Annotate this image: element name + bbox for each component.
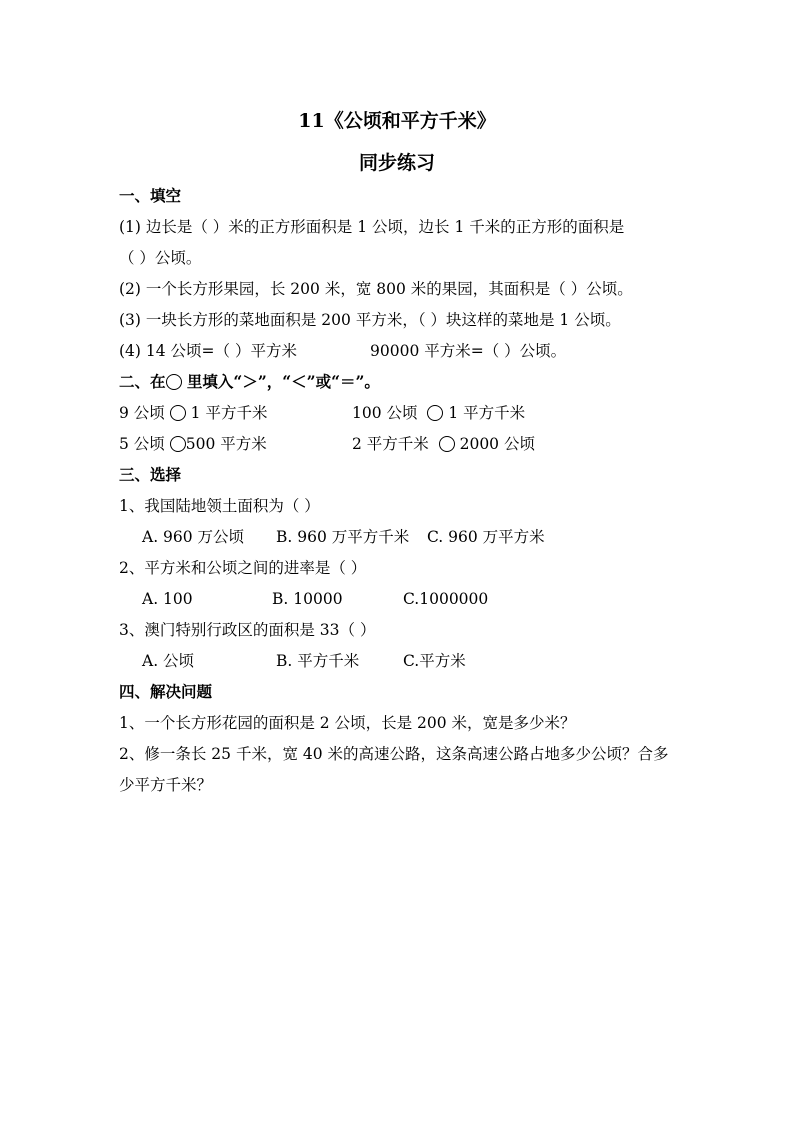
compare-left: 9 公顷 — [119, 404, 165, 422]
choice-option-c[interactable]: C.平方米 — [403, 652, 466, 670]
problem-1: 1、一个长方形花园的面积是 2 公顷，长是 200 米，宽是多少米？ — [119, 714, 576, 732]
compare-right: 1 平方千米 — [190, 404, 268, 422]
question-1-4b: 90000 平方米=（ ）公顷。 — [370, 342, 567, 360]
choice-option-a[interactable]: A. 公顷 — [142, 652, 195, 670]
answer-circle-icon[interactable] — [439, 436, 455, 452]
choice-option-c[interactable]: C.1000000 — [403, 590, 489, 608]
choice-option-b[interactable]: B. 10000 — [272, 590, 343, 608]
compare-item-3 — [119, 434, 267, 454]
choice-option-a[interactable]: A. 100 — [142, 590, 193, 608]
compare-left: 100 公顷 — [352, 404, 418, 422]
compare-right: 500 平方米 — [185, 435, 267, 453]
compare-item-4 — [352, 434, 535, 454]
page-title: 11《公顷和平方千米》 — [298, 110, 496, 132]
answer-circle-icon[interactable] — [427, 405, 443, 421]
circle-icon — [166, 374, 182, 390]
question-1-4a: (4) 14 公顷=（ ）平方米 — [119, 342, 297, 360]
choice-question-3: 3、澳门特别行政区的面积是 33（ ） — [119, 621, 376, 639]
question-1-3: (3) 一块长方形的菜地面积是 200 平方米，（ ）块这样的菜地是 1 公顷。 — [119, 311, 621, 329]
section1-heading: 一、填空 — [119, 186, 182, 205]
compare-right: 2000 公顷 — [459, 435, 535, 453]
section3-heading: 三、选择 — [119, 465, 182, 484]
problem-2-line2: 少平方千米？ — [119, 776, 213, 794]
choice-question-2: 2、平方米和公顷之间的进率是（ ） — [119, 559, 367, 577]
compare-item-1 — [119, 403, 267, 423]
choice-option-a[interactable]: A. 960 万公顷 — [142, 528, 245, 546]
section2-heading-pre: 二、在 — [119, 372, 166, 391]
compare-left: 2 平方千米 — [352, 435, 429, 453]
section2-heading — [119, 372, 380, 392]
compare-left: 5 公顷 — [119, 435, 165, 453]
compare-right: 1 平方千米 — [448, 404, 526, 422]
section2-heading-post: 里填入“＞”，“＜”或“＝”。 — [181, 372, 380, 391]
choice-option-b[interactable]: B. 平方千米 — [276, 652, 360, 670]
choice-option-c[interactable]: C. 960 万平方米 — [427, 528, 545, 546]
question-1-1-line1: (1) 边长是（ ）米的正方形面积是 1 公顷，边长 1 千米的正方形的面积是 — [119, 218, 625, 236]
section4-heading: 四、解决问题 — [119, 682, 213, 701]
choice-question-1: 1、我国陆地领土面积为（ ） — [119, 497, 320, 515]
answer-circle-icon[interactable] — [170, 436, 186, 452]
compare-item-2 — [352, 403, 525, 423]
question-1-1-line2: （ ）公顷。 — [119, 249, 202, 267]
question-1-2: (2) 一个长方形果园，长 200 米，宽 800 米的果园，其面积是（ ）公顷。 — [119, 280, 633, 298]
page-subtitle: 同步练习 — [358, 152, 435, 174]
choice-option-b[interactable]: B. 960 万平方千米 — [276, 528, 410, 546]
answer-circle-icon[interactable] — [170, 405, 186, 421]
problem-2-line1: 2、修一条长 25 千米，宽 40 米的高速公路，这条高速公路占地多少公顷？合多 — [119, 745, 669, 763]
